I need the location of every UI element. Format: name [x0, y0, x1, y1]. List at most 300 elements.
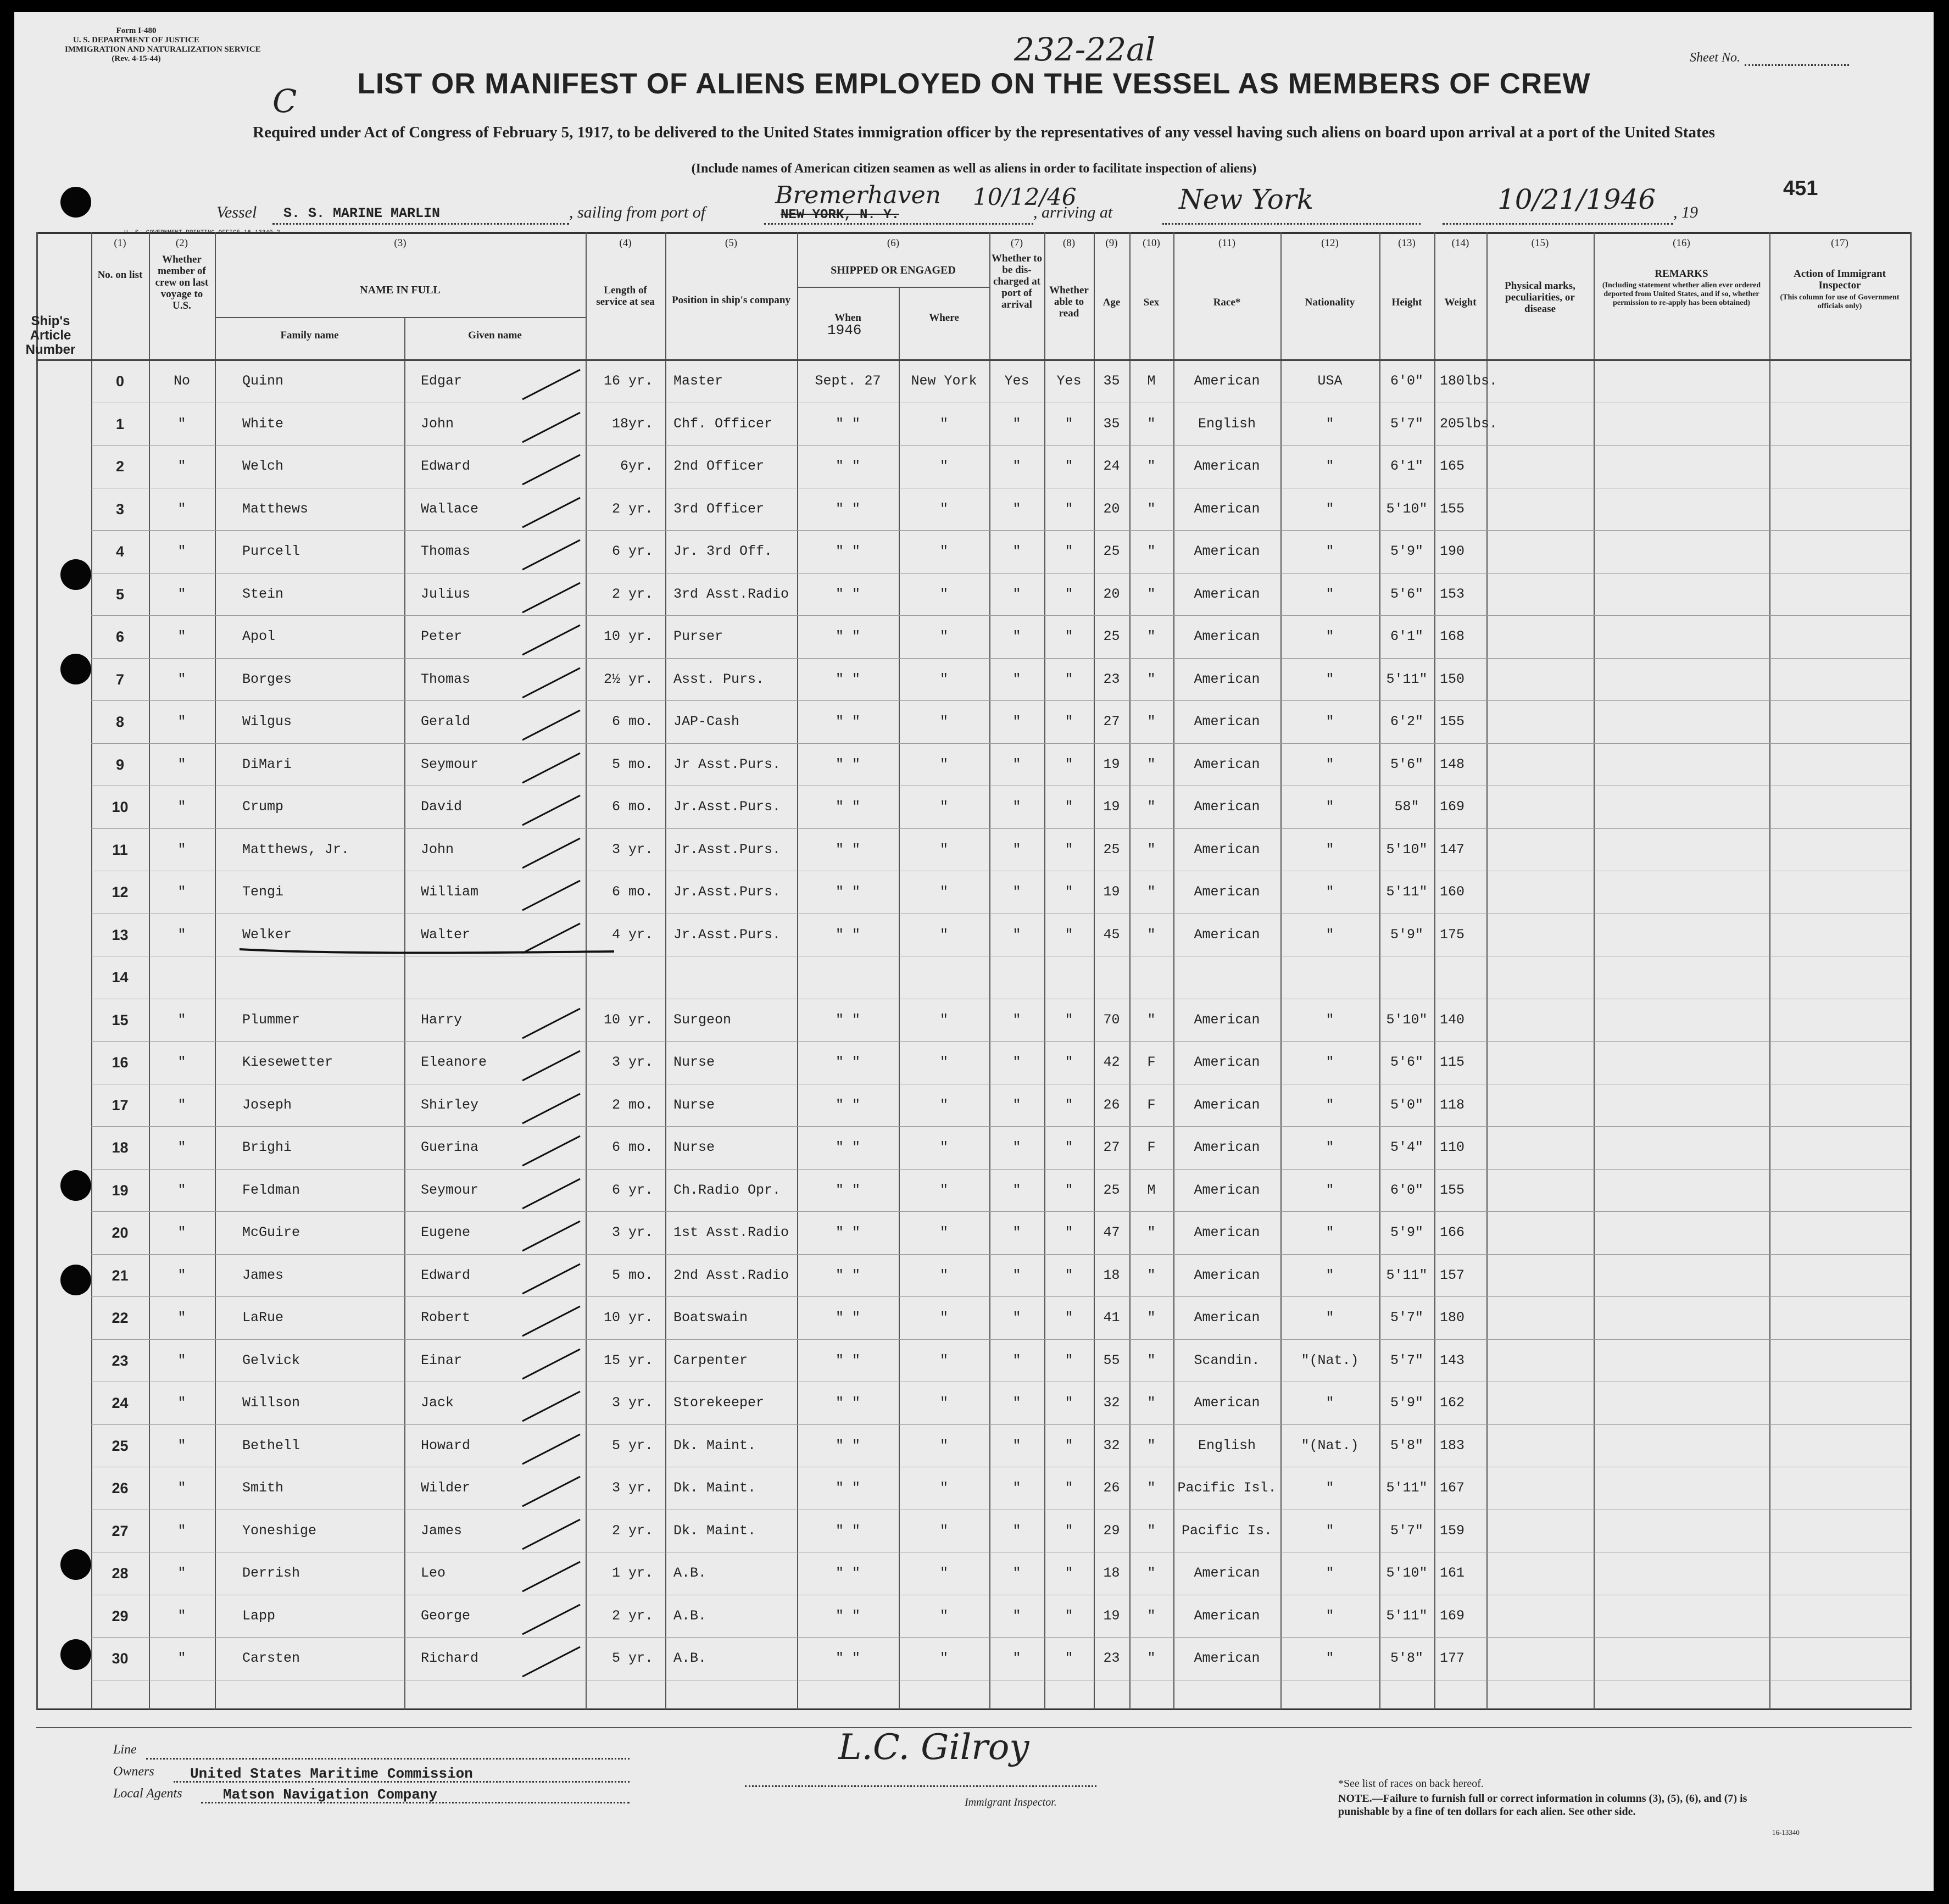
agents-label: Local Agents: [113, 1786, 182, 1801]
cell-when: " ": [835, 1395, 860, 1411]
cell-height: 5'6": [1390, 586, 1423, 602]
cell-height: 5'10": [1386, 841, 1428, 858]
cell-height: 5'11": [1386, 671, 1428, 687]
cell-nat: ": [1326, 1395, 1334, 1411]
cell-when: " ": [835, 458, 860, 474]
cell-age: 23: [1103, 671, 1120, 687]
cell-when: " ": [835, 1607, 860, 1624]
cell-weight: 160: [1440, 884, 1465, 900]
cell-when: " ": [835, 1267, 860, 1283]
cell-height: 6'0": [1390, 1182, 1423, 1198]
cell-age: 27: [1103, 714, 1120, 730]
cell-nat: ": [1326, 1011, 1334, 1028]
line-label: Line: [113, 1742, 137, 1757]
cell-position: Ch.Radio Opr.: [673, 1182, 781, 1198]
cell-read: ": [1065, 458, 1073, 474]
cell-when: " ": [835, 1480, 860, 1496]
cell-prev: ": [177, 1182, 186, 1198]
cell-weight: 155: [1440, 714, 1465, 730]
cell-given: Jack: [421, 1395, 454, 1411]
cell-given: Edgar: [421, 373, 463, 389]
cell-n: 20: [112, 1224, 129, 1241]
cell-given: James: [421, 1522, 463, 1539]
cell-height: 5'10": [1386, 500, 1428, 517]
cell-race: American: [1194, 884, 1260, 900]
cell-height: 5'6": [1390, 756, 1423, 772]
cell-family: Smith: [242, 1480, 284, 1496]
cell-disch: ": [1012, 1352, 1021, 1368]
cell-read: ": [1065, 1522, 1073, 1539]
cell-sex: ": [1147, 1437, 1156, 1454]
cell-age: 26: [1103, 1096, 1120, 1113]
cell-when: " ": [835, 1096, 860, 1113]
owners-field: [174, 1764, 630, 1783]
vessel-label: Vessel: [216, 203, 257, 221]
cell-service: 2 yr.: [611, 586, 653, 602]
cell-height: 5'10": [1386, 1565, 1428, 1581]
cell-n: 2: [115, 458, 125, 475]
cell-family: Brighi: [242, 1139, 292, 1155]
cell-race: American: [1194, 1011, 1260, 1028]
cell-n: 25: [112, 1437, 129, 1454]
cell-nat: ": [1326, 926, 1334, 943]
cell-n: 4: [115, 543, 125, 560]
cell-age: 41: [1103, 1310, 1120, 1326]
cell-weight: 175: [1440, 926, 1465, 943]
cell-sex: M: [1147, 373, 1156, 389]
cell-race: English: [1198, 1437, 1256, 1454]
vessel-name: S. S. MARINE MARLIN: [283, 205, 441, 221]
cell-nat: ": [1326, 1480, 1334, 1496]
cell-nat: ": [1326, 1224, 1334, 1240]
cell-nat: ": [1326, 586, 1334, 602]
cell-nat: ": [1326, 756, 1334, 772]
cell-prev: ": [177, 1650, 186, 1666]
cell-position: Dk. Maint.: [673, 1437, 756, 1454]
cell-sex: F: [1147, 1139, 1156, 1155]
cell-when: " ": [835, 714, 860, 730]
cell-nat: ": [1326, 415, 1334, 432]
cell-read: ": [1065, 714, 1073, 730]
cell-height: 5'11": [1386, 1267, 1428, 1283]
cell-age: 35: [1103, 415, 1120, 432]
cell-family: Derrish: [242, 1565, 300, 1581]
cell-race: Pacific Isl.: [1177, 1480, 1277, 1496]
cell-where: ": [939, 671, 948, 687]
cell-position: Dk. Maint.: [673, 1522, 756, 1539]
cell-position: Jr. 3rd Off.: [673, 543, 773, 559]
colhead-no-on-list: No. on list: [97, 269, 143, 281]
cell-n: 19: [112, 1182, 129, 1199]
cell-when: " ": [835, 1522, 860, 1539]
cell-nat: ": [1326, 1096, 1334, 1113]
include-note: (Include names of American citizen seamen as well as aliens in order to facilitate inspection of aliens): [691, 162, 1257, 176]
cell-position: Jr.Asst.Purs.: [673, 884, 781, 900]
cell-when: " ": [835, 756, 860, 772]
cell-family: Yoneshige: [242, 1522, 317, 1539]
sailing-port-typed: NEW YORK, N. Y.: [781, 208, 900, 222]
cell-age: 42: [1103, 1054, 1120, 1070]
cell-family: Joseph: [242, 1096, 292, 1113]
cell-read: ": [1065, 926, 1073, 943]
cell-race: American: [1194, 1650, 1260, 1666]
cell-family: Feldman: [242, 1182, 300, 1198]
cell-read: ": [1065, 841, 1073, 858]
cell-read: ": [1065, 1267, 1073, 1283]
cell-prev: ": [177, 586, 186, 602]
cell-n: 5: [115, 586, 125, 603]
colnum-16: (16): [1673, 237, 1690, 249]
cell-n: 15: [112, 1011, 129, 1028]
cell-prev: ": [177, 415, 186, 432]
cell-service: 6yr.: [620, 458, 653, 474]
cell-position: Surgeon: [673, 1011, 732, 1028]
cell-nat: ": [1326, 500, 1334, 517]
colnum-11: (11): [1218, 237, 1235, 249]
cell-family: Matthews: [242, 500, 309, 517]
cell-service: 5 yr.: [611, 1437, 653, 1454]
cell-position: Purser: [673, 628, 723, 644]
agents-value: Matson Navigation Company: [223, 1786, 438, 1803]
cell-read: ": [1065, 1139, 1073, 1155]
owners-value: United States Maritime Commission: [190, 1766, 473, 1782]
sheet-no-label: Sheet No.: [1690, 51, 1740, 65]
cell-given: Wallace: [421, 500, 479, 517]
colnum-6: (6): [887, 237, 900, 249]
cell-prev: ": [177, 1565, 186, 1581]
cell-height: 5'11": [1386, 1480, 1428, 1496]
cell-given: Shirley: [421, 1096, 479, 1113]
cell-race: American: [1194, 1054, 1260, 1070]
colhead-action-sub: (This column for use of Government officials only): [1780, 293, 1900, 310]
penalty-note: NOTE.—Failure to furnish full or correct information in columns (3), (5), (6), and (7) is punishable by a fine of ten dollars for each alien. See other side.: [1338, 1792, 1747, 1818]
cell-race: American: [1194, 500, 1260, 517]
cell-given: Seymour: [421, 756, 479, 772]
cell-prev: No: [173, 373, 190, 389]
cell-age: 47: [1103, 1224, 1120, 1240]
cell-read: Yes: [1056, 373, 1082, 389]
cell-where: ": [939, 1011, 948, 1028]
cell-prev: ": [177, 1054, 186, 1070]
cell-service: 2 yr.: [611, 500, 653, 517]
cell-sex: ": [1147, 1224, 1156, 1240]
cell-race: American: [1194, 841, 1260, 858]
cell-position: Jr.Asst.Purs.: [673, 841, 781, 858]
cell-where: ": [939, 543, 948, 559]
cell-n: 11: [112, 841, 128, 858]
form-dept: U. S. DEPARTMENT OF JUSTICE: [73, 36, 200, 44]
cell-nat: ": [1326, 841, 1334, 858]
cell-when: " ": [835, 799, 860, 815]
cell-sex: ": [1147, 1522, 1156, 1539]
cell-weight: 115: [1440, 1054, 1465, 1070]
cell-height: 5'9": [1390, 1224, 1423, 1240]
cell-disch: ": [1012, 714, 1021, 730]
cell-race: American: [1194, 1224, 1260, 1240]
cell-read: ": [1065, 1650, 1073, 1666]
cell-race: American: [1194, 671, 1260, 687]
colnum-7: (7): [1010, 237, 1023, 249]
form-revision: (Rev. 4-15-44): [112, 54, 161, 63]
cell-n: 29: [112, 1607, 129, 1624]
colnum-3: (3): [394, 237, 406, 249]
cell-service: 6 mo.: [611, 799, 653, 815]
cell-race: American: [1194, 1565, 1260, 1581]
cell-prev: ": [177, 1607, 186, 1624]
cell-given: William: [421, 884, 479, 900]
cell-sex: ": [1147, 884, 1156, 900]
cell-age: 35: [1103, 373, 1120, 389]
cell-age: 70: [1103, 1011, 1120, 1028]
cell-disch: ": [1012, 1139, 1021, 1155]
cell-age: 55: [1103, 1352, 1120, 1368]
cell-service: 2 mo.: [611, 1096, 653, 1113]
colhead-family-name: Family name: [280, 330, 339, 341]
cell-disch: ": [1012, 1054, 1021, 1070]
cell-service: 3 yr.: [611, 1480, 653, 1496]
cell-prev: ": [177, 1011, 186, 1028]
cell-sex: M: [1147, 1182, 1156, 1198]
cell-n: 16: [112, 1054, 129, 1071]
cell-weight: 169: [1440, 1607, 1465, 1624]
cell-position: A.B.: [673, 1650, 707, 1666]
arrival-date: 10/21/1946: [1497, 183, 1656, 215]
cell-where: ": [939, 1267, 948, 1283]
cell-age: 19: [1103, 1607, 1120, 1624]
cell-given: Gerald: [421, 714, 471, 730]
cell-family: Welch: [242, 458, 284, 474]
cell-family: Lapp: [242, 1607, 276, 1624]
line-field: [146, 1746, 630, 1760]
cell-read: ": [1065, 671, 1073, 687]
cell-sex: ": [1147, 628, 1156, 644]
ships-article-number-label: Ship's Article Number: [25, 314, 76, 357]
cell-race: American: [1194, 714, 1260, 730]
cell-age: 26: [1103, 1480, 1120, 1496]
row-14-strike-line: [14, 12, 1934, 1891]
cell-read: ": [1065, 415, 1073, 432]
cell-given: Edward: [421, 458, 471, 474]
cell-service: 6 mo.: [611, 884, 653, 900]
cell-n: 21: [112, 1267, 129, 1284]
cell-sex: ": [1147, 714, 1156, 730]
cell-n: 27: [112, 1522, 129, 1539]
cell-prev: ": [177, 1224, 186, 1240]
cell-where: ": [939, 1650, 948, 1666]
cell-given: David: [421, 799, 463, 815]
cell-weight: 183: [1440, 1437, 1465, 1454]
cell-position: 2nd Officer: [673, 458, 765, 474]
cell-given: Eleanore: [421, 1054, 487, 1070]
cell-disch: ": [1012, 1437, 1021, 1454]
cell-when: " ": [835, 841, 860, 858]
colnum-12: (12): [1321, 237, 1339, 249]
cell-weight: 180: [1440, 1310, 1465, 1326]
cell-read: ": [1065, 1054, 1073, 1070]
cell-weight: 180lbs.: [1440, 373, 1498, 389]
cell-n: 18: [112, 1139, 129, 1156]
cell-race: American: [1194, 1395, 1260, 1411]
cell-family: Wilgus: [242, 714, 292, 730]
cell-prev: ": [177, 458, 186, 474]
cell-race: American: [1194, 1267, 1260, 1283]
cell-nat: ": [1326, 884, 1334, 900]
cell-weight: 150: [1440, 671, 1465, 687]
cell-weight: 159: [1440, 1522, 1465, 1539]
cell-prev: ": [177, 1437, 186, 1454]
cell-position: A.B.: [673, 1607, 707, 1624]
cell-position: 1st Asst.Radio: [673, 1224, 789, 1240]
cell-family: White: [242, 415, 284, 432]
cell-where: ": [939, 714, 948, 730]
cell-where: New York: [911, 373, 977, 389]
cell-read: ": [1065, 543, 1073, 559]
cell-prev: ": [177, 841, 186, 858]
cell-height: 5'0": [1390, 1096, 1423, 1113]
cell-given: Thomas: [421, 543, 471, 559]
cell-disch: ": [1012, 1480, 1021, 1496]
cell-family: DiMari: [242, 756, 292, 772]
cell-read: ": [1065, 1310, 1073, 1326]
cell-when: " ": [835, 1182, 860, 1198]
cell-family: Crump: [242, 799, 284, 815]
shipped-year: 1946: [827, 322, 862, 338]
cell-height: 6'2": [1390, 714, 1423, 730]
colnum-17: (17): [1831, 237, 1848, 249]
cell-read: ": [1065, 756, 1073, 772]
cell-age: 25: [1103, 628, 1120, 644]
colnum-10: (10): [1143, 237, 1160, 249]
cell-given: John: [421, 841, 454, 858]
cell-position: 3rd Asst.Radio: [673, 586, 789, 602]
cell-height: 5'11": [1386, 1607, 1428, 1624]
cell-race: American: [1194, 926, 1260, 943]
cell-disch: ": [1012, 671, 1021, 687]
arriving-label: , arriving at: [1033, 203, 1113, 221]
cell-given: Walter: [421, 926, 471, 943]
cell-where: ": [939, 841, 948, 858]
cell-when: " ": [835, 1437, 860, 1454]
cell-when: " ": [835, 1565, 860, 1581]
cell-where: ": [939, 1054, 948, 1070]
cell-prev: ": [177, 1139, 186, 1155]
colhead-name: NAME IN FULL: [360, 284, 441, 296]
cell-race: American: [1194, 1310, 1260, 1326]
cell-where: ": [939, 1437, 948, 1454]
cell-sex: F: [1147, 1054, 1156, 1070]
cell-nat: ": [1326, 1522, 1334, 1539]
cell-service: 6 yr.: [611, 543, 653, 559]
cell-position: Nurse: [673, 1096, 715, 1113]
colnum-1: (1): [114, 237, 126, 249]
cell-age: 18: [1103, 1565, 1120, 1581]
cell-disch: Yes: [1004, 373, 1029, 389]
cell-n: 9: [115, 756, 125, 773]
cell-position: Carpenter: [673, 1352, 748, 1368]
cell-race: Pacific Is.: [1181, 1522, 1273, 1539]
cell-weight: 190: [1440, 543, 1465, 559]
form-number: Form I-480: [116, 26, 157, 35]
cell-read: ": [1065, 1480, 1073, 1496]
cell-n: 17: [112, 1096, 129, 1114]
cell-given: Edward: [421, 1267, 471, 1283]
colhead-remarks: REMARKS: [1655, 268, 1708, 280]
cell-race: Scandin.: [1194, 1352, 1260, 1368]
cell-family: Tengi: [242, 884, 284, 900]
cell-n: 12: [112, 884, 129, 900]
cell-family: Apol: [242, 628, 276, 644]
cell-service: 16 yr.: [603, 373, 653, 389]
cell-height: 6'0": [1390, 373, 1423, 389]
cell-given: Wilder: [421, 1480, 471, 1496]
cell-age: 32: [1103, 1437, 1120, 1454]
cell-age: 19: [1103, 756, 1120, 772]
cell-service: 3 yr.: [611, 841, 653, 858]
cell-where: ": [939, 1139, 948, 1155]
cell-family: Gelvick: [242, 1352, 300, 1368]
cell-n: 8: [115, 714, 125, 730]
cell-weight: 118: [1440, 1096, 1465, 1113]
cell-service: 15 yr.: [603, 1352, 653, 1368]
cell-read: ": [1065, 1437, 1073, 1454]
cell-sex: ": [1147, 458, 1156, 474]
cell-nat: ": [1326, 1182, 1334, 1198]
cell-height: 5'4": [1390, 1139, 1423, 1155]
cell-family: Kiesewetter: [242, 1054, 333, 1070]
cell-age: 20: [1103, 586, 1120, 602]
cell-nat: ": [1326, 1607, 1334, 1624]
sheet-number: 451: [1783, 177, 1818, 200]
cell-when: " ": [835, 500, 860, 517]
cell-read: ": [1065, 586, 1073, 602]
race-note: *See list of races on back hereof.: [1338, 1778, 1484, 1790]
colnum-9: (9): [1105, 237, 1118, 249]
colnum-15: (15): [1531, 237, 1549, 249]
cell-prev: ": [177, 671, 186, 687]
cell-family: Quinn: [242, 373, 284, 389]
cell-sex: ": [1147, 500, 1156, 517]
cell-n: 28: [112, 1565, 129, 1582]
colhead-shipped: SHIPPED OR ENGAGED: [831, 264, 956, 276]
cell-service: 3 yr.: [611, 1054, 653, 1070]
cell-n: 23: [112, 1352, 129, 1369]
cell-prev: ": [177, 926, 186, 943]
cell-read: ": [1065, 500, 1073, 517]
cell-prev: ": [177, 1522, 186, 1539]
cell-weight: 110: [1440, 1139, 1465, 1155]
cell-position: A.B.: [673, 1565, 707, 1581]
cell-service: 10 yr.: [603, 1011, 653, 1028]
cell-where: ": [939, 1480, 948, 1496]
cell-weight: 177: [1440, 1650, 1465, 1666]
cell-disch: ": [1012, 1224, 1021, 1240]
cell-service: 3 yr.: [611, 1224, 653, 1240]
cell-family: Willson: [242, 1395, 300, 1411]
cell-family: Welker: [242, 926, 292, 943]
cell-disch: ": [1012, 1310, 1021, 1326]
cell-n: 6: [115, 628, 125, 645]
cell-sex: ": [1147, 756, 1156, 772]
cell-when: Sept. 27: [815, 373, 881, 389]
cell-height: 5'7": [1390, 415, 1423, 432]
colhead-service: Length of service at sea: [596, 285, 655, 308]
cell-age: 25: [1103, 841, 1120, 858]
cell-height: 5'11": [1386, 884, 1428, 900]
cell-given: Peter: [421, 628, 463, 644]
cell-position: Nurse: [673, 1054, 715, 1070]
cell-nat: ": [1326, 671, 1334, 687]
cell-service: 10 yr.: [603, 628, 653, 644]
